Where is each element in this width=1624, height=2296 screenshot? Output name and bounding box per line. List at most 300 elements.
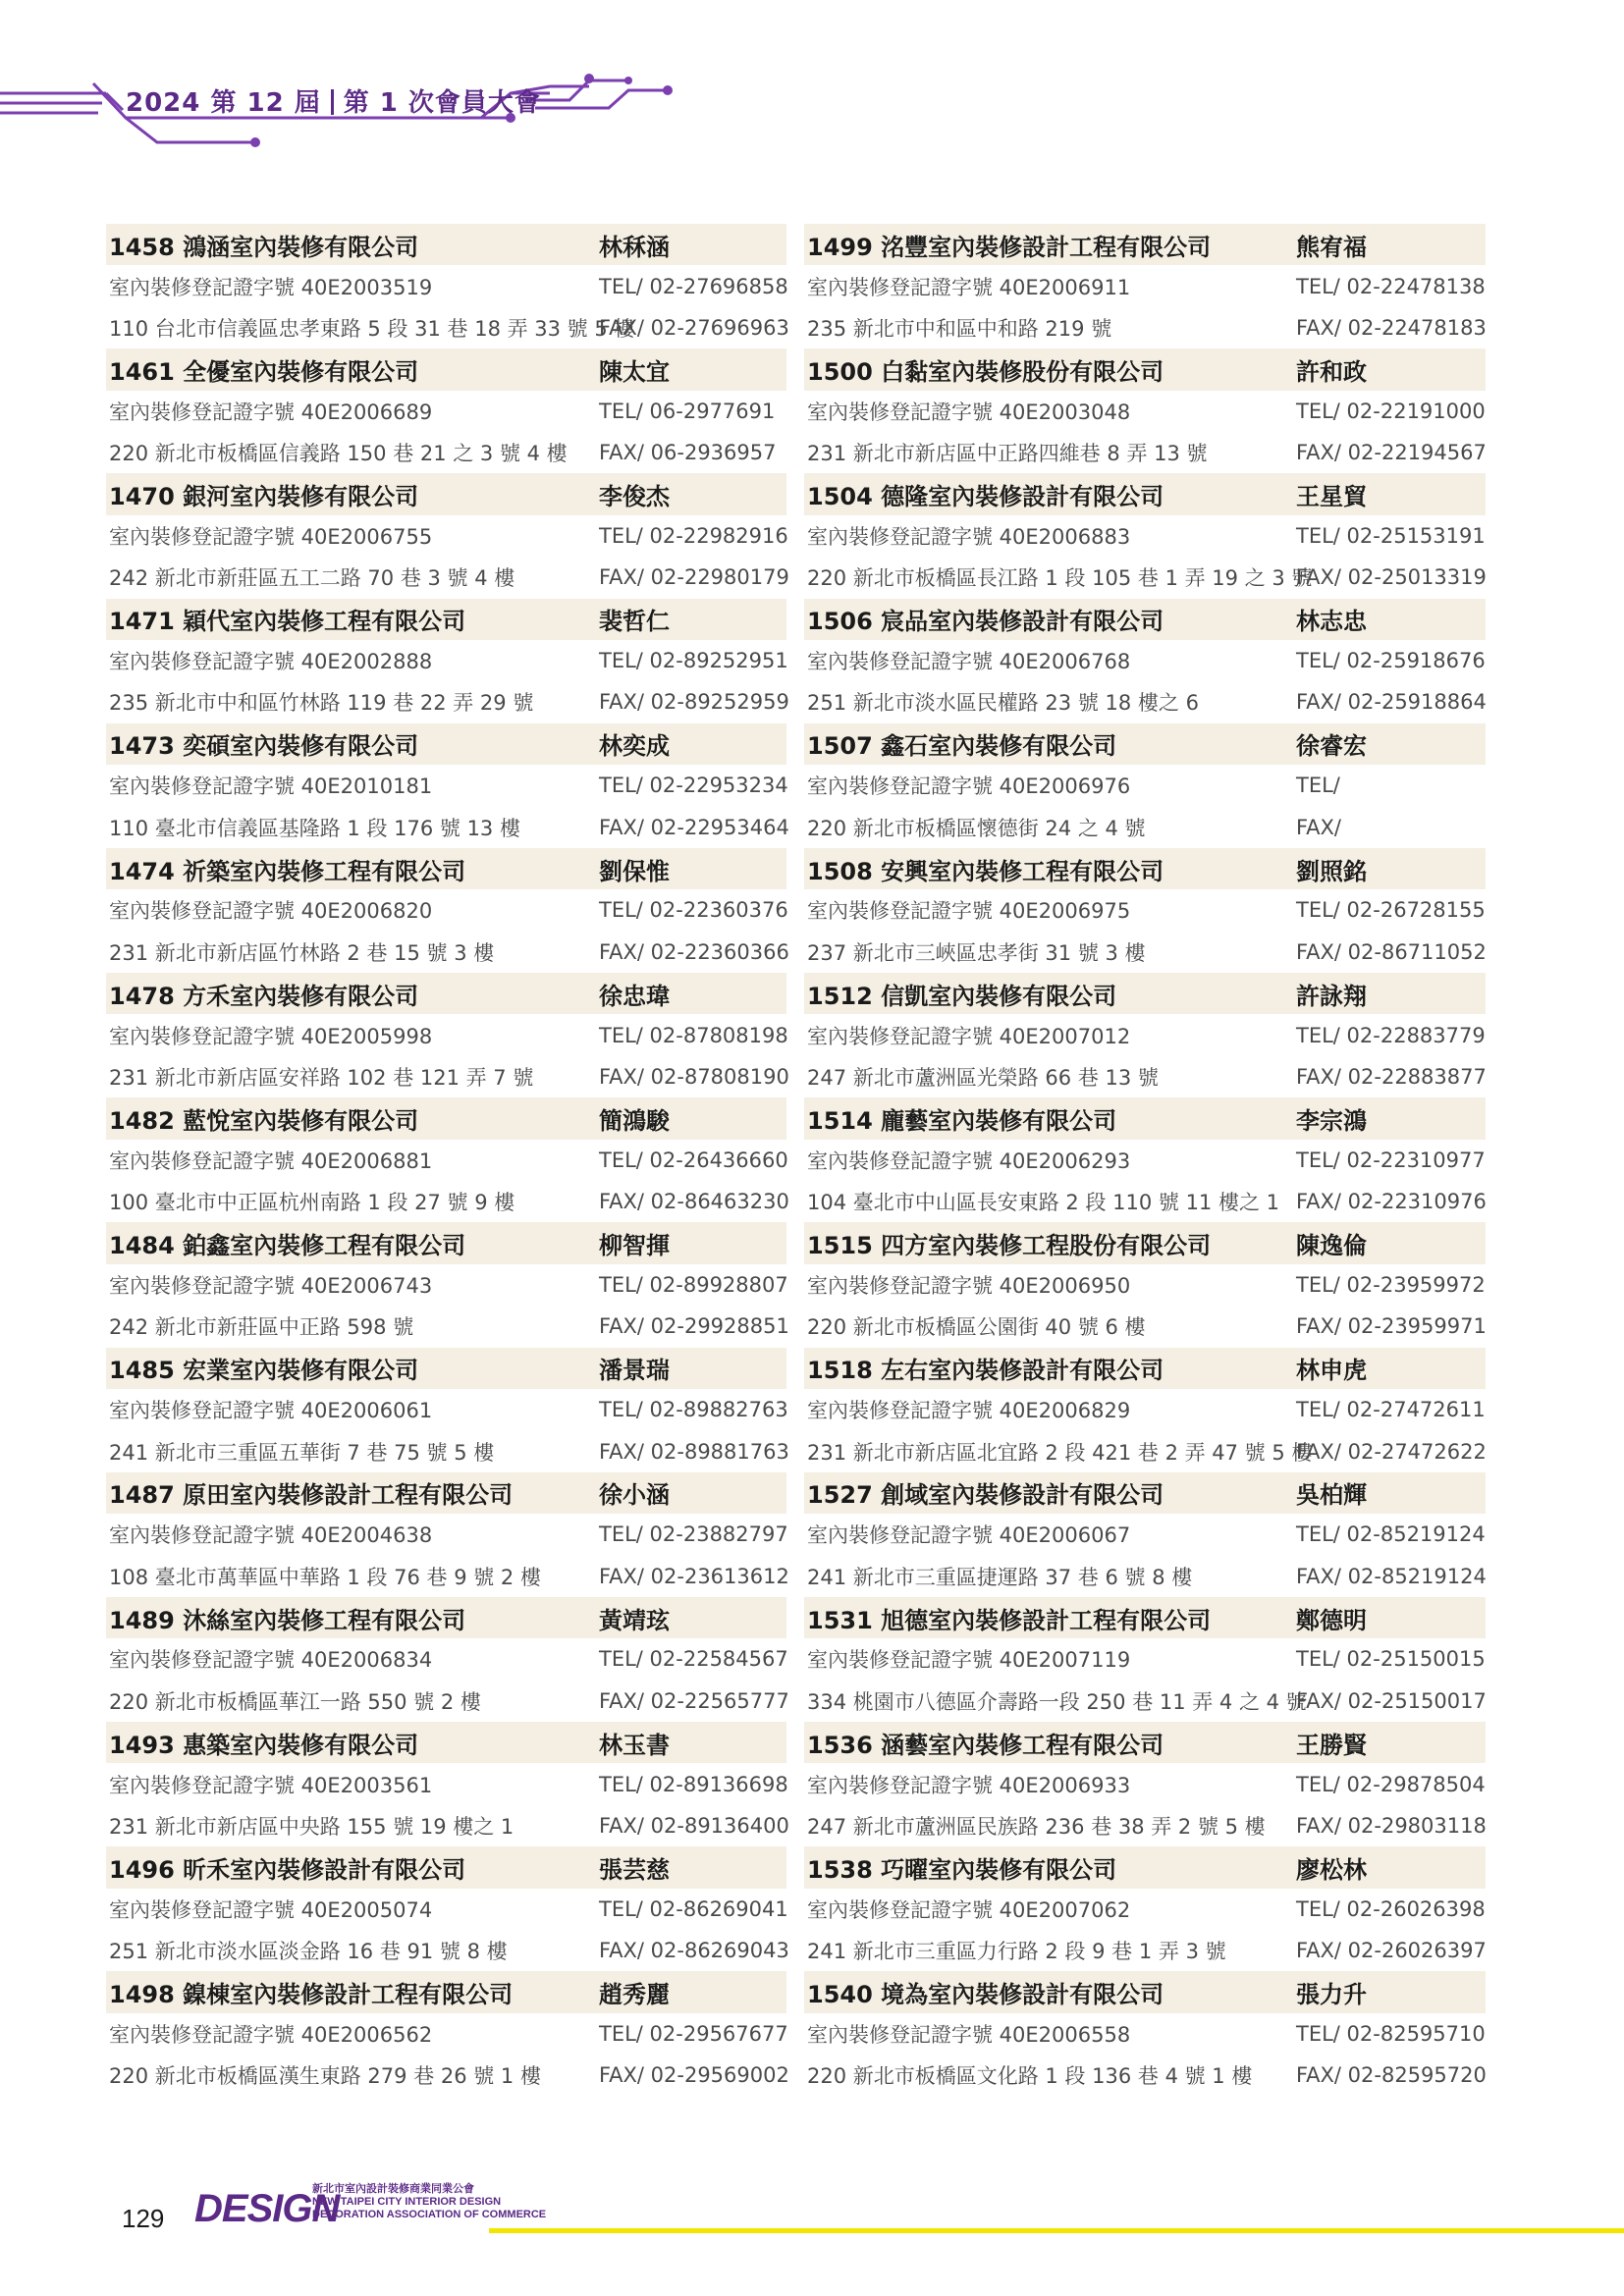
entry-row <box>804 1306 1486 1347</box>
contact-person: 張芸慈 <box>599 1855 670 1884</box>
telephone: TEL/ 02-26436660 <box>599 1148 788 1172</box>
registration-number: 室內裝修登記證字號 40E2006689 <box>109 400 433 424</box>
member-entry <box>106 1097 789 1222</box>
fax-number: FAX/ 02-29928851 <box>599 1314 789 1339</box>
header-divider <box>331 89 334 115</box>
fax-number: FAX/ 02-86711052 <box>1296 939 1487 964</box>
contact-person: 徐小涵 <box>599 1481 670 1510</box>
entry-row <box>804 391 1486 432</box>
member-entry <box>106 473 789 598</box>
telephone: TEL/ 02-89882763 <box>599 1398 788 1422</box>
logo-line-2: NEW TAIPEI CITY INTERIOR DESIGN <box>312 2196 502 2208</box>
member-entry <box>106 723 789 848</box>
member-column-left <box>106 224 789 2097</box>
entry-row <box>106 1722 786 1763</box>
address: 247 新北市蘆洲區光榮路 66 巷 13 號 <box>807 1066 1159 1090</box>
logo-line-1: 新北市室內設計裝修商業同業公會 <box>312 2183 474 2195</box>
member-entry <box>804 1971 1486 2096</box>
entry-row <box>106 1681 789 1722</box>
contact-person: 陳逸倫 <box>1296 1232 1367 1260</box>
address: 110 台北市信義區忠孝東路 5 段 31 巷 18 弄 33 號 5 樓 <box>109 316 635 341</box>
registration-number: 室內裝修登記證字號 40E2006881 <box>109 1148 433 1173</box>
member-entry <box>804 723 1486 848</box>
telephone: TEL/ 02-89252951 <box>599 649 788 673</box>
address: 104 臺北市中山區長安東路 2 段 110 號 11 樓之 1 <box>807 1191 1280 1215</box>
member-entry <box>804 473 1486 598</box>
address: 235 新北市中和區中和路 219 號 <box>807 316 1112 341</box>
contact-person: 廖松林 <box>1296 1855 1367 1884</box>
entry-row <box>106 1971 786 2012</box>
company-name: 1461 全優室內裝修有限公司 <box>109 357 419 386</box>
entry-row <box>804 1140 1486 1181</box>
entry-row <box>804 2013 1486 2055</box>
entry-row <box>106 1264 786 1306</box>
company-name: 1499 洺豐室內裝修設計工程有限公司 <box>807 233 1212 261</box>
entry-row <box>106 1348 786 1389</box>
entry-row <box>106 1181 789 1222</box>
fax-number: FAX/ 06-2936957 <box>599 441 777 465</box>
entry-row <box>804 723 1486 765</box>
registration-number: 室內裝修登記證字號 40E2006768 <box>807 650 1131 674</box>
company-name: 1474 祈築室內裝修工程有限公司 <box>109 857 466 885</box>
telephone: TEL/ 02-25150015 <box>1296 1647 1486 1672</box>
entry-row <box>804 1264 1486 1306</box>
entry-row <box>804 1681 1486 1722</box>
fax-number: FAX/ 02-86463230 <box>599 1190 789 1214</box>
contact-person: 許詠翔 <box>1296 982 1367 1010</box>
company-name: 1508 安興室內裝修工程有限公司 <box>807 857 1164 885</box>
entry-row <box>106 723 786 765</box>
member-entry <box>804 848 1486 973</box>
entry-row <box>804 1181 1486 1222</box>
registration-number: 室內裝修登記證字號 40E2006834 <box>109 1648 433 1673</box>
address: 242 新北市新莊區中正路 598 號 <box>109 1315 414 1340</box>
telephone: TEL/ 02-27696858 <box>599 274 788 298</box>
member-entry <box>804 1722 1486 1846</box>
entry-row <box>106 1140 786 1181</box>
address: 231 新北市新店區竹林路 2 巷 15 號 3 樓 <box>109 940 495 965</box>
address: 231 新北市新店區中央路 155 號 19 樓之 1 <box>109 1815 514 1840</box>
entry-row <box>106 348 786 390</box>
contact-person: 林申虎 <box>1296 1357 1367 1385</box>
telephone: TEL/ 02-23882797 <box>599 1522 788 1547</box>
address: 247 新北市蘆洲區民族路 236 巷 38 弄 2 號 5 樓 <box>807 1815 1266 1840</box>
company-name: 1515 四方室內裝修工程股份有限公司 <box>807 1232 1212 1260</box>
entry-row <box>106 1597 786 1638</box>
telephone: TEL/ 02-23959972 <box>1296 1272 1486 1297</box>
member-entry <box>106 973 789 1097</box>
registration-number: 室內裝修登記證字號 40E2006950 <box>807 1273 1131 1298</box>
address: 251 新北市淡水區淡金路 16 巷 91 號 8 樓 <box>109 1940 508 1964</box>
entry-row <box>106 889 786 931</box>
member-entry <box>804 224 1486 348</box>
registration-number: 室內裝修登記證字號 40E2006820 <box>109 899 433 924</box>
entry-row <box>804 557 1486 598</box>
telephone: TEL/ 02-29878504 <box>1296 1772 1486 1796</box>
entry-row <box>106 1014 786 1055</box>
header-term: 第 12 屆 <box>210 88 321 118</box>
registration-number: 室內裝修登記證字號 40E2006743 <box>109 1273 433 1298</box>
entry-row <box>804 973 1486 1014</box>
footer-rule <box>489 2228 1624 2233</box>
registration-number: 室內裝修登記證字號 40E2006293 <box>807 1148 1131 1173</box>
telephone: TEL/ 06-2977691 <box>599 399 776 423</box>
fax-number: FAX/ 02-29569002 <box>599 2063 789 2088</box>
registration-number: 室內裝修登記證字號 40E2003048 <box>807 400 1131 424</box>
contact-person: 徐忠瑋 <box>599 982 670 1010</box>
entry-row <box>804 765 1486 806</box>
registration-number: 室內裝修登記證字號 40E2006067 <box>807 1523 1131 1548</box>
entry-row <box>106 391 786 432</box>
company-name: 1493 惠築室內裝修有限公司 <box>109 1731 419 1759</box>
telephone: TEL/ 02-22953234 <box>599 774 788 798</box>
company-name: 1458 鴻涵室內裝修有限公司 <box>109 233 419 261</box>
contact-person: 裴哲仁 <box>599 608 670 636</box>
member-entry <box>804 973 1486 1097</box>
registration-number: 室內裝修登記證字號 40E2004638 <box>109 1523 433 1548</box>
registration-number: 室內裝修登記證字號 40E2007062 <box>807 1897 1131 1922</box>
registration-number: 室內裝修登記證字號 40E2006911 <box>807 275 1131 299</box>
entry-row <box>804 1472 1486 1514</box>
entry-row <box>106 1389 786 1430</box>
entry-row <box>106 973 786 1014</box>
entry-row <box>804 1597 1486 1638</box>
entry-row <box>106 432 786 473</box>
member-entry <box>106 1597 789 1722</box>
fax-number: FAX/ 02-27696963 <box>599 315 789 340</box>
member-entry <box>804 1222 1486 1347</box>
telephone: TEL/ 02-22584567 <box>599 1647 788 1672</box>
contact-person: 吳柏輝 <box>1296 1481 1367 1510</box>
fax-number: FAX/ 02-89252959 <box>599 690 789 715</box>
company-name: 1473 奕碩室內裝修有限公司 <box>109 732 419 761</box>
entry-row <box>106 1430 789 1471</box>
entry-row <box>804 432 1486 473</box>
telephone: TEL/ 02-25153191 <box>1296 523 1486 548</box>
entry-row <box>106 1763 786 1804</box>
fax-number: FAX/ 02-22565777 <box>599 1688 789 1713</box>
entry-row <box>804 599 1486 640</box>
address: 100 臺北市中正區杭州南路 1 段 27 號 9 樓 <box>109 1191 515 1215</box>
telephone: TEL/ 02-22360376 <box>599 898 788 923</box>
fax-number: FAX/ 02-25150017 <box>1296 1688 1487 1713</box>
contact-person: 李宗鴻 <box>1296 1106 1367 1135</box>
fax-number: FAX/ 02-86269043 <box>599 1939 789 1963</box>
fax-number: FAX/ <box>1296 815 1341 839</box>
address: 241 新北市三重區捷運路 37 巷 6 號 8 樓 <box>807 1565 1193 1589</box>
entry-row <box>804 1222 1486 1263</box>
address: 220 新北市板橋區文化路 1 段 136 巷 4 號 1 樓 <box>807 2064 1253 2089</box>
member-entry <box>804 599 1486 723</box>
fax-number: FAX/ 02-29803118 <box>1296 1814 1487 1839</box>
contact-person: 熊宥福 <box>1296 233 1367 261</box>
telephone: TEL/ 02-22883779 <box>1296 1023 1486 1047</box>
entry-row <box>106 2013 786 2055</box>
fax-number: FAX/ 02-85219124 <box>1296 1564 1487 1588</box>
header-title <box>126 82 541 119</box>
fax-number: FAX/ 02-89136400 <box>599 1814 789 1839</box>
entry-row <box>106 1097 786 1139</box>
telephone: TEL/ 02-27472611 <box>1296 1398 1486 1422</box>
telephone: TEL/ 02-26728155 <box>1296 898 1486 923</box>
telephone: TEL/ 02-82595710 <box>1296 2021 1486 2046</box>
company-name: 1536 涵藝室內裝修工程有限公司 <box>807 1731 1164 1759</box>
entry-row <box>804 1638 1486 1680</box>
company-name: 1478 方禾室內裝修有限公司 <box>109 982 419 1010</box>
registration-number: 室內裝修登記證字號 40E2005998 <box>109 1024 433 1048</box>
member-entry <box>106 1846 789 1971</box>
company-name: 1504 德隆室內裝修設計有限公司 <box>807 483 1164 511</box>
fax-number: FAX/ 02-22883877 <box>1296 1065 1487 1089</box>
fax-number: FAX/ 02-23613612 <box>599 1564 789 1588</box>
header-meeting: 第 1 次會員大會 <box>343 88 541 118</box>
telephone: TEL/ 02-25918676 <box>1296 649 1486 673</box>
contact-person: 李俊杰 <box>599 483 670 511</box>
address: 241 新北市三重區五華街 7 巷 75 號 5 樓 <box>109 1440 495 1465</box>
entry-row <box>106 307 789 348</box>
entry-row <box>106 1056 789 1097</box>
member-entry <box>106 1971 789 2096</box>
entry-row <box>804 515 1486 557</box>
entry-row <box>106 1222 786 1263</box>
address: 251 新北市淡水區民權路 23 號 18 樓之 6 <box>807 691 1199 716</box>
entry-row <box>106 515 786 557</box>
telephone: TEL/ 02-22310977 <box>1296 1148 1486 1172</box>
contact-person: 黃靖玹 <box>599 1606 670 1634</box>
telephone: TEL/ 02-22191000 <box>1296 399 1486 423</box>
registration-number: 室內裝修登記證字號 40E2006562 <box>109 2022 433 2047</box>
member-entry <box>804 1846 1486 1971</box>
member-entry <box>804 1597 1486 1722</box>
contact-person: 徐睿宏 <box>1296 732 1367 761</box>
member-entry <box>106 1472 789 1597</box>
address: 220 新北市板橋區懷德街 24 之 4 號 <box>807 816 1146 840</box>
entry-row <box>804 348 1486 390</box>
company-name: 1496 昕禾室內裝修設計有限公司 <box>109 1855 466 1884</box>
member-column-right <box>804 224 1486 2097</box>
company-name: 1512 信凱室內裝修有限公司 <box>807 982 1117 1010</box>
registration-number: 室內裝修登記證字號 40E2003561 <box>109 1773 433 1797</box>
registration-number: 室內裝修登記證字號 40E2006829 <box>807 1399 1131 1423</box>
company-name: 1489 沐絲室內裝修工程有限公司 <box>109 1606 466 1634</box>
fax-number: FAX/ 02-82595720 <box>1296 2063 1487 2088</box>
page-number: 129 <box>122 2204 165 2233</box>
entry-row <box>804 932 1486 973</box>
company-name: 1527 創域室內裝修設計有限公司 <box>807 1481 1164 1510</box>
entry-row <box>106 2055 789 2096</box>
entry-row <box>804 1971 1486 2012</box>
address: 231 新北市新店區北宜路 2 段 421 巷 2 弄 47 號 5 樓 <box>807 1440 1313 1465</box>
contact-person: 王星貿 <box>1296 483 1367 511</box>
entry-row <box>804 1556 1486 1597</box>
entry-row <box>804 1930 1486 1971</box>
member-entry <box>804 1472 1486 1597</box>
entry-row <box>804 1430 1486 1471</box>
company-name: 1485 宏業室內裝修有限公司 <box>109 1357 419 1385</box>
logo-text <box>312 2183 546 2221</box>
address: 231 新北市新店區安祥路 102 巷 121 弄 7 號 <box>109 1066 534 1090</box>
telephone: TEL/ 02-87808198 <box>599 1023 788 1047</box>
entry-row <box>106 557 789 598</box>
address: 235 新北市中和區竹林路 119 巷 22 弄 29 號 <box>109 691 534 716</box>
member-entry <box>106 1348 789 1472</box>
company-name: 1540 境為室內裝修設計有限公司 <box>807 1981 1164 2009</box>
member-entry <box>804 1348 1486 1472</box>
telephone: TEL/ 02-89928807 <box>599 1272 788 1297</box>
entry-row <box>106 1306 789 1347</box>
entry-row <box>804 640 1486 681</box>
contact-person: 林秝涵 <box>599 233 670 261</box>
entry-row <box>106 681 789 722</box>
telephone: TEL/ 02-29567677 <box>599 2021 788 2046</box>
company-name: 1507 鑫石室內裝修有限公司 <box>807 732 1117 761</box>
entry-row <box>804 265 1486 306</box>
registration-number: 室內裝修登記證字號 40E2003519 <box>109 275 433 299</box>
registration-number: 室內裝修登記證字號 40E2006755 <box>109 524 433 549</box>
registration-number: 室內裝修登記證字號 40E2002888 <box>109 650 433 674</box>
entry-row <box>804 1763 1486 1804</box>
member-entry <box>106 599 789 723</box>
entry-row <box>106 765 786 806</box>
address: 237 新北市三峽區忠孝街 31 號 3 樓 <box>807 940 1146 965</box>
entry-row <box>106 224 786 265</box>
registration-number: 室內裝修登記證字號 40E2007012 <box>807 1024 1131 1048</box>
entry-row <box>106 1889 786 1930</box>
address: 108 臺北市萬華區中華路 1 段 76 巷 9 號 2 樓 <box>109 1565 541 1589</box>
contact-person: 劉保惟 <box>599 857 670 885</box>
member-entry <box>804 1097 1486 1222</box>
contact-person: 趙秀麗 <box>599 1981 670 2009</box>
entry-row <box>106 473 786 514</box>
fax-number: FAX/ 02-22478183 <box>1296 315 1487 340</box>
entry-row <box>804 1348 1486 1389</box>
contact-person: 林玉書 <box>599 1731 670 1759</box>
fax-number: FAX/ 02-23959971 <box>1296 1314 1487 1339</box>
contact-person: 許和政 <box>1296 357 1367 386</box>
entry-row <box>106 1846 786 1888</box>
registration-number: 室內裝修登記證字號 40E2007119 <box>807 1648 1131 1673</box>
address: 220 新北市板橋區漢生東路 279 巷 26 號 1 樓 <box>109 2064 541 2089</box>
registration-number: 室內裝修登記證字號 40E2010181 <box>109 774 433 799</box>
fax-number: FAX/ 02-22310976 <box>1296 1190 1487 1214</box>
address: 231 新北市新店區中正路四維巷 8 弄 13 號 <box>807 442 1208 466</box>
company-name: 1482 藍悅室內裝修有限公司 <box>109 1106 419 1135</box>
company-name: 1506 宸品室內裝修設計有限公司 <box>807 608 1164 636</box>
entry-row <box>106 1638 786 1680</box>
entry-row <box>804 681 1486 722</box>
telephone: TEL/ 02-22478138 <box>1296 274 1486 298</box>
entry-row <box>106 932 789 973</box>
entry-row <box>804 224 1486 265</box>
entry-row <box>804 473 1486 514</box>
entry-row <box>106 1556 789 1597</box>
entry-row <box>804 806 1486 847</box>
member-entry <box>106 348 786 473</box>
company-name: 1514 龐藝室內裝修有限公司 <box>807 1106 1117 1135</box>
fax-number: FAX/ 02-26026397 <box>1296 1939 1487 1963</box>
entry-row <box>804 1846 1486 1888</box>
fax-number: FAX/ 02-87808190 <box>599 1065 789 1089</box>
address: 220 新北市板橋區長江路 1 段 105 巷 1 弄 19 之 3 號 <box>807 566 1313 591</box>
registration-number: 室內裝修登記證字號 40E2006976 <box>807 774 1131 799</box>
fax-number: FAX/ 02-89881763 <box>599 1439 789 1464</box>
company-name: 1518 左右室內裝修設計有限公司 <box>807 1357 1164 1385</box>
entry-row <box>106 265 786 306</box>
company-name: 1471 穎代室內裝修工程有限公司 <box>109 608 466 636</box>
registration-number: 室內裝修登記證字號 40E2006975 <box>807 899 1131 924</box>
registration-number: 室內裝修登記證字號 40E2005074 <box>109 1897 433 1922</box>
entry-row <box>804 2055 1486 2096</box>
member-entry <box>106 1722 789 1846</box>
entry-row <box>804 1805 1486 1846</box>
contact-person: 林奕成 <box>599 732 670 761</box>
member-entry <box>106 1222 789 1347</box>
telephone: TEL/ <box>1296 774 1340 798</box>
entry-row <box>106 1514 786 1555</box>
address: 220 新北市板橋區華江一路 550 號 2 樓 <box>109 1689 481 1714</box>
entry-row <box>804 1722 1486 1763</box>
header-circuit-decoration <box>0 0 1624 147</box>
address: 334 桃園市八德區介壽路一段 250 巷 11 弄 4 之 4 號 <box>807 1689 1307 1714</box>
member-entry <box>804 348 1486 473</box>
telephone: TEL/ 02-26026398 <box>1296 1896 1486 1921</box>
contact-person: 劉照銘 <box>1296 857 1367 885</box>
contact-person: 王勝賢 <box>1296 1731 1367 1759</box>
logo-line-3: DECORATION ASSOCIATION OF COMMERCE <box>312 2209 547 2220</box>
fax-number: FAX/ 02-22953464 <box>599 815 789 839</box>
logo-word: DESIGN <box>194 2187 340 2230</box>
association-logo <box>194 2179 547 2238</box>
telephone: TEL/ 02-22982916 <box>599 523 788 548</box>
header-year: 2024 <box>126 88 201 118</box>
entry-row <box>804 848 1486 889</box>
company-name: 1470 銀河室內裝修有限公司 <box>109 483 419 511</box>
contact-person: 潘景瑞 <box>599 1357 670 1385</box>
contact-person: 張力升 <box>1296 1981 1367 2009</box>
page-header <box>0 0 1624 147</box>
registration-number: 室內裝修登記證字號 40E2006883 <box>807 524 1131 549</box>
address: 241 新北市三重區力行路 2 段 9 巷 1 弄 3 號 <box>807 1940 1226 1964</box>
company-name: 1487 原田室內裝修設計工程有限公司 <box>109 1481 514 1510</box>
contact-person: 柳智揮 <box>599 1232 670 1260</box>
telephone: TEL/ 02-89136698 <box>599 1772 788 1796</box>
fax-number: FAX/ 02-27472622 <box>1296 1439 1487 1464</box>
telephone: TEL/ 02-86269041 <box>599 1896 788 1921</box>
entry-row <box>106 1930 789 1971</box>
contact-person: 簡鴻駿 <box>599 1106 670 1135</box>
entry-row <box>106 1805 789 1846</box>
telephone: TEL/ 02-85219124 <box>1296 1522 1486 1547</box>
registration-number: 室內裝修登記證字號 40E2006558 <box>807 2022 1131 2047</box>
fax-number: FAX/ 02-22194567 <box>1296 441 1487 465</box>
fax-number: FAX/ 02-22980179 <box>599 565 789 590</box>
registration-number: 室內裝修登記證字號 40E2006933 <box>807 1773 1131 1797</box>
registration-number: 室內裝修登記證字號 40E2006061 <box>109 1399 433 1423</box>
member-entry <box>106 848 789 973</box>
entry-row <box>804 1514 1486 1555</box>
entry-row <box>804 889 1486 931</box>
entry-row <box>804 1889 1486 1930</box>
entry-row <box>106 806 789 847</box>
member-entry <box>106 224 789 348</box>
address: 220 新北市板橋區公園街 40 號 6 樓 <box>807 1315 1146 1340</box>
company-name: 1500 白黏室內裝修股份有限公司 <box>807 357 1164 386</box>
fax-number: FAX/ 02-25013319 <box>1296 565 1487 590</box>
contact-person: 鄭德明 <box>1296 1606 1367 1634</box>
contact-person: 林志忠 <box>1296 608 1367 636</box>
entry-row <box>106 1472 786 1514</box>
entry-row <box>804 307 1486 348</box>
